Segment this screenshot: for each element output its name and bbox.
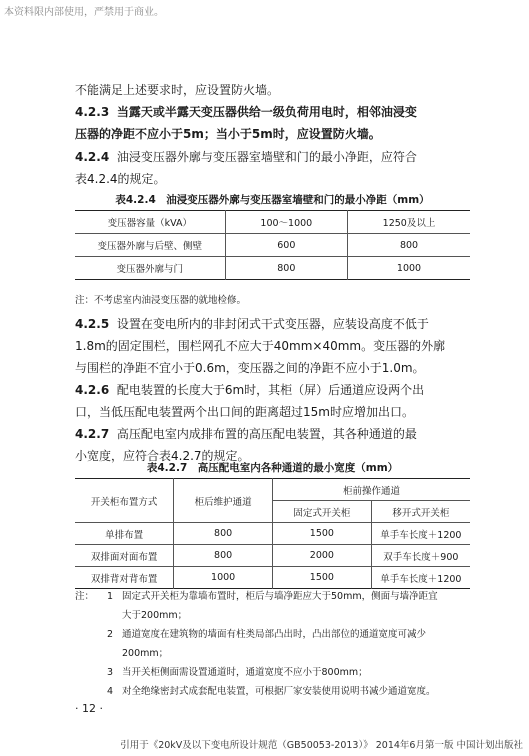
clause-4-2-4 bbox=[75, 146, 470, 190]
table-row bbox=[75, 257, 470, 280]
table-cell: 1500 bbox=[273, 567, 372, 589]
table-cell: 变压器外廓与门 bbox=[75, 257, 225, 280]
table-4-2-7-notes bbox=[75, 587, 470, 701]
clause-4-2-3 bbox=[75, 101, 470, 145]
table-header-row bbox=[75, 211, 470, 234]
table-cell: 800 bbox=[174, 523, 273, 545]
table-header-cell: 固定式开关柜 bbox=[273, 501, 372, 523]
table-cell: 双排面对面布置 bbox=[75, 545, 174, 567]
table-cell: 800 bbox=[348, 234, 470, 257]
clause-text-line: 配电装置的长度大于6m时，其柜（屏）后通道应设两个出 bbox=[116, 383, 425, 397]
table-cell: 单排布置 bbox=[75, 523, 174, 545]
clause-text-line: 口，当低压配电装置两个出口间的距离超过15m时应增加出口。 bbox=[75, 405, 414, 419]
source-citation: 引用于《20kV及以下变电所设计规范（GB50053-2013）》 2014年6月第一版 中国计划出版社 bbox=[120, 740, 523, 751]
clause-text-line: 油浸变压器外廓与变压器室墙壁和门的最小净距，应符合 bbox=[116, 150, 417, 164]
clause-number: 4.2.6 bbox=[75, 383, 110, 397]
clause-text-line: 与围栏的净距不宜小于0.6m，变压器之间的净距不应小于1.0m。 bbox=[75, 361, 425, 375]
note-item bbox=[75, 663, 470, 682]
table-row bbox=[75, 234, 470, 257]
clause-text-line: 小宽度，应符合表4.2.7的规定。 bbox=[75, 449, 250, 463]
note-text-continued: 大于200mm； bbox=[122, 610, 188, 621]
note-text: 通道宽度在建筑物的墙面有柱类局部凸出时，凸出部位的通道宽度可减少 bbox=[122, 629, 427, 640]
text: 不能满足上述要求时，应设置防火墙。 bbox=[75, 83, 280, 97]
clause-number: 4.2.7 bbox=[75, 427, 110, 441]
clause-text-line: 高压配电室内成排布置的高压配电装置，其各种通道的最 bbox=[116, 427, 417, 441]
clause-text-line: 设置在变电所内的非封闭式干式变压器，应装设高度不低于 bbox=[116, 317, 429, 331]
note-item bbox=[75, 587, 470, 606]
clause-text-line: 当露天或半露天变压器供给一级负荷用电时，相邻油浸变 bbox=[116, 105, 417, 119]
clause-4-2-6 bbox=[75, 379, 470, 423]
table-cell: 变压器外廓与后壁、侧壁 bbox=[75, 234, 225, 257]
clause-text-line: 表4.2.4的规定。 bbox=[75, 172, 166, 186]
clause-number: 4.2.4 bbox=[75, 150, 110, 164]
table-4-2-7 bbox=[75, 478, 470, 589]
table-cell: 双手车长度＋900 bbox=[371, 545, 470, 567]
paragraph-continuation bbox=[75, 79, 470, 101]
table-row bbox=[75, 545, 470, 567]
table-cell: 单手车长度＋1200 bbox=[371, 567, 470, 589]
note-index: 3 bbox=[107, 667, 114, 678]
table-header-cell: 柜前操作通道 bbox=[273, 479, 471, 501]
table-4-2-7-caption: 表4.2.7 高压配电室内各种通道的最小宽度（mm） bbox=[146, 462, 399, 474]
table-header-cell: 柜后维护通道 bbox=[174, 479, 273, 523]
clause-number: 4.2.3 bbox=[75, 105, 110, 119]
note-index: 4 bbox=[107, 686, 114, 697]
table-header-cell: 开关柜布置方式 bbox=[75, 479, 174, 523]
table-cell: 双排背对背布置 bbox=[75, 567, 174, 589]
table-4-2-4 bbox=[75, 210, 470, 280]
watermark-text: 本资料限内部使用，严禁用于商业。 bbox=[4, 7, 164, 18]
table-row bbox=[75, 523, 470, 545]
page-number: · 12 · bbox=[75, 702, 103, 715]
table-cell: 800 bbox=[174, 545, 273, 567]
table-header-cell: 变压器容量（kVA） bbox=[75, 211, 225, 234]
note-item bbox=[75, 682, 470, 701]
table-cell: 1000 bbox=[348, 257, 470, 280]
table-cell: 800 bbox=[225, 257, 347, 280]
table-4-2-4-caption: 表4.2.4 油浸变压器外廓与变压器室墙壁和门的最小净距（mm） bbox=[115, 194, 430, 206]
table-header-cell: 100～1000 bbox=[225, 211, 347, 234]
note-label: 注： bbox=[75, 591, 95, 602]
table-cell: 600 bbox=[225, 234, 347, 257]
note-text: 固定式开关柜为靠墙布置时，柜后与墙净距应大于50mm，侧面与墙净距宜 bbox=[122, 591, 438, 602]
clause-text-line: 压器的净距不应小于5m；当小于5m时，应设置防火墙。 bbox=[75, 127, 381, 141]
table-header-row bbox=[75, 479, 470, 501]
table-4-2-4-note: 注：不考虑室内油浸变压器的就地检修。 bbox=[75, 295, 247, 306]
note-text: 对全绝缘密封式成套配电装置，可根据厂家安装使用说明书减少通道宽度。 bbox=[122, 686, 436, 697]
clause-number: 4.2.5 bbox=[75, 317, 110, 331]
table-header-cell: 移开式开关柜 bbox=[371, 501, 470, 523]
note-index: 2 bbox=[107, 629, 114, 640]
note-item bbox=[75, 625, 470, 644]
table-cell: 2000 bbox=[273, 545, 372, 567]
table-header-cell: 1250及以上 bbox=[348, 211, 470, 234]
table-cell: 1500 bbox=[273, 523, 372, 545]
note-text: 当开关柜侧面需设置通道时，通道宽度不应小于800mm； bbox=[122, 667, 368, 678]
table-row bbox=[75, 567, 470, 589]
note-text-continued: 200mm； bbox=[122, 648, 169, 659]
clause-4-2-5 bbox=[75, 313, 470, 379]
clause-text-line: 1.8m的固定围栏，围栏网孔不应大于40mm×40mm。变压器的外廓 bbox=[75, 339, 446, 353]
table-cell: 1000 bbox=[174, 567, 273, 589]
table-cell: 单手车长度＋1200 bbox=[371, 523, 470, 545]
note-index: 1 bbox=[107, 591, 114, 602]
